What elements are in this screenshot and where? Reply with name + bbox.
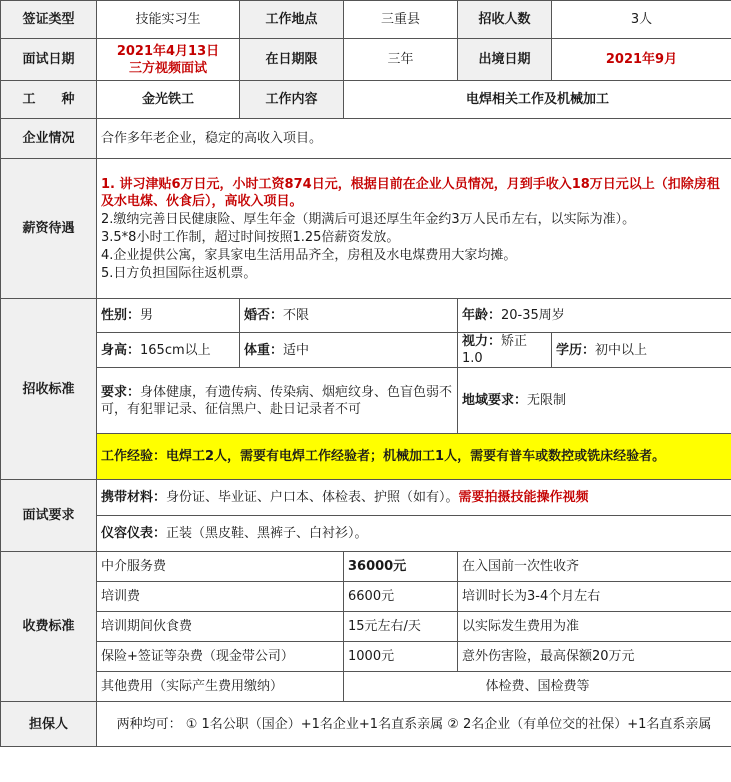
guarantor-text: 两种均可： ① 1名公职（国企）+1名企业+1名直系亲属 ② 2名企业（有单位交的社保）+1名直系亲属 — [97, 702, 731, 747]
job-type-label: 工 种 — [1, 81, 97, 119]
region-label: 地域要求： — [462, 393, 528, 408]
interview-mode-value: 三方视频面试 — [128, 60, 207, 76]
education-cell — [552, 333, 731, 368]
fee-amount: 15元左右/天 — [344, 612, 458, 642]
work-location-value: 三重县 — [344, 1, 458, 39]
stay-period-value: 三年 — [344, 39, 458, 81]
fee-name: 培训费 — [97, 582, 344, 612]
height-cell — [97, 333, 240, 368]
fee-name: 培训期间伙食费 — [97, 612, 344, 642]
attire-cell — [97, 516, 731, 552]
fee-amount: 36000元 — [344, 552, 458, 582]
requirements-label: 要求： — [101, 384, 141, 400]
vision-cell — [458, 333, 552, 368]
work-content-value: 电焊相关工作及机械加工 — [344, 81, 731, 119]
salary-line-1: 1. 讲习津贴6万日元，小时工资874日元，根据目前在企业人员情况，月到手收入18万日元以上（扣除房租及水电煤、伙食后），高收入项目。 — [101, 176, 720, 209]
fee-row — [1, 642, 731, 672]
recruit-label: 招收标准 — [1, 299, 97, 480]
fee-note: 意外伤害险，最高保额20万元 — [458, 642, 731, 672]
form-row-interview-date — [1, 39, 731, 81]
company-label: 企业情况 — [1, 119, 97, 159]
departure-date-label: 出境日期 — [458, 39, 552, 81]
form-row-company — [1, 119, 731, 159]
gender-value: 男 — [140, 308, 154, 323]
region-cell — [458, 368, 731, 434]
guarantor-label: 担保人 — [1, 702, 97, 747]
headcount-label: 招收人数 — [458, 1, 552, 39]
form-row-interview-1 — [1, 480, 731, 516]
work-content-label: 工作内容 — [240, 81, 344, 119]
attire-value: 正装（黑皮鞋、黑裤子、白衬衫）。 — [166, 526, 368, 541]
vision-value: 矫正1.0 — [462, 334, 528, 366]
fee-row-other — [1, 672, 731, 702]
form-row-recruit-4 — [1, 434, 731, 480]
salary-label: 薪资待遇 — [1, 159, 97, 299]
height-label: 身高： — [101, 342, 141, 358]
fee-note: 培训时长为3-4个月左右 — [458, 582, 731, 612]
form-row-salary — [1, 159, 731, 299]
weight-cell — [240, 333, 458, 368]
materials-label: 携带材料： — [101, 490, 167, 505]
form-row-recruit-1 — [1, 299, 731, 333]
fees-label: 收费标准 — [1, 552, 97, 702]
fee-row — [1, 552, 731, 582]
salary-line-4: 4.企业提供公寓，家具家电生活用品齐全，房租及水电煤费用大家均摊。 — [101, 247, 517, 263]
gender-cell — [97, 299, 240, 333]
requirements-cell — [97, 368, 458, 434]
fee-note: 以实际发生费用为准 — [458, 612, 731, 642]
weight-label: 体重： — [244, 342, 284, 358]
form-row-recruit-3 — [1, 368, 731, 434]
fee-other-note: 体检费、国检费等 — [344, 672, 731, 702]
form-row-visa — [1, 1, 731, 39]
height-value: 165cm以上 — [140, 342, 211, 358]
experience-cell — [97, 434, 731, 480]
marital-label: 婚否： — [244, 308, 284, 323]
fee-name: 保险+签证等杂费（现金带公司） — [97, 642, 344, 672]
salary-line-5: 5.日方负担国际往返机票。 — [101, 265, 257, 281]
stay-period-label: 在日期限 — [240, 39, 344, 81]
experience-label: 工作经验： — [101, 449, 167, 464]
headcount-value: 3人 — [552, 1, 731, 39]
materials-value: 身份证、毕业证、户口本、体检表、护照（如有）。 — [166, 490, 459, 505]
requirements-value: 身体健康，有遗传病、传染病、烟疤纹身、色盲色弱不可，有犯罪记录、征信黑户、赴日记录者不可 — [101, 384, 453, 417]
age-label: 年龄： — [462, 308, 502, 323]
attire-label: 仪容仪表： — [101, 526, 167, 541]
interview-date-label: 面试日期 — [1, 39, 97, 81]
interview-date-value: 2021年4月13日 — [116, 43, 220, 59]
materials-cell — [97, 480, 731, 516]
fee-name: 中介服务费 — [97, 552, 344, 582]
form-row-interview-2 — [1, 516, 731, 552]
salary-cell — [97, 159, 731, 299]
education-value: 初中以上 — [595, 342, 648, 358]
visa-type-value: 技能实习生 — [97, 1, 240, 39]
visa-type-label: 签证类型 — [1, 1, 97, 39]
salary-line-3: 3.5*8小时工作制，超过时间按照1.25倍薪资发放。 — [101, 229, 400, 245]
age-cell — [458, 299, 731, 333]
experience-value: 电焊工2人，需要有电焊工作经验者；机械加工1人，需要有普车或数控或铣床经验者。 — [166, 449, 666, 464]
gender-label: 性别： — [101, 308, 141, 323]
fee-row — [1, 612, 731, 642]
salary-line-2: 2.缴纳完善日民健康险、厚生年金（期满后可退还厚生年金约3万人民币左右，以实际为准）。 — [101, 211, 636, 227]
work-location-label: 工作地点 — [240, 1, 344, 39]
fee-other-name: 其他费用（实际产生费用缴纳） — [97, 672, 344, 702]
fee-row — [1, 582, 731, 612]
job-type-value: 金光铁工 — [97, 81, 240, 119]
region-value: 无限制 — [527, 393, 567, 408]
fee-amount: 6600元 — [344, 582, 458, 612]
interview-date-cell — [97, 39, 240, 81]
marital-cell — [240, 299, 458, 333]
form-row-job — [1, 81, 731, 119]
marital-value: 不限 — [283, 308, 310, 323]
company-text: 合作多年老企业，稳定的高收入项目。 — [97, 119, 731, 159]
fee-amount: 1000元 — [344, 642, 458, 672]
materials-note: 需要拍摄技能操作视频 — [458, 490, 589, 505]
education-label: 学历： — [556, 342, 596, 358]
departure-date-value: 2021年9月 — [552, 39, 731, 81]
fee-note: 在入国前一次性收齐 — [458, 552, 731, 582]
vision-label: 视力： — [462, 334, 502, 349]
interview-label: 面试要求 — [1, 480, 97, 552]
form-row-recruit-2 — [1, 333, 731, 368]
form-row-guarantor — [1, 702, 731, 747]
weight-value: 适中 — [283, 342, 310, 358]
age-value: 20-35周岁 — [501, 308, 565, 323]
